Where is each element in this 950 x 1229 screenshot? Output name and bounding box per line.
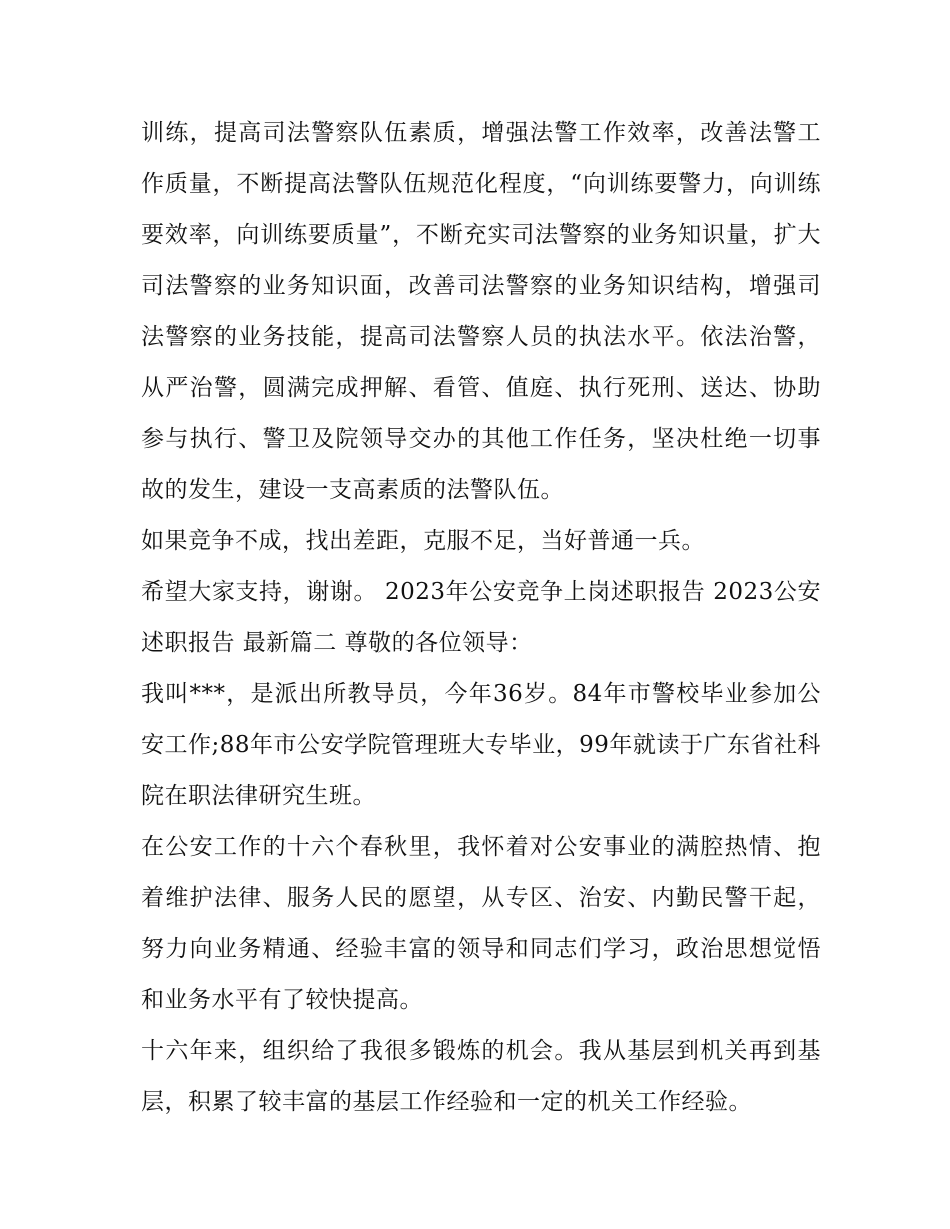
- paragraph-5: 在公安工作的十六个春秋里，我怀着对公安事业的满腔热情、抱着维护法律、服务人民的愿望，从专区、治安、内勤民警干起，努力向业务精通、经验丰富的领导和同志们学习，政治思想觉悟和业务水平有了较快提高。: [141, 834, 821, 1013]
- document-body: [141, 108, 821, 1128]
- paragraph-1: 训练，提高司法警察队伍素质，增强法警工作效率，改善法警工作质量，不断提高法警队伍规范化程度，“向训练要警力，向训练要效率，向训练要质量”，不断充实司法警察的业务知识量，扩大司法警察的业务知识面，改善司法警察的业务知识结构，增强司法警察的业务技能，提高司法警察人员的执法水平。依法治警，从严治警，圆满完成押解、看管、值庭、执行死刑、送达、协助参与执行、警卫及院领导交办的其他工作任务，坚决杜绝一切事故的发生，建设一支高素质的法警队伍。: [141, 120, 821, 503]
- paragraph-3: 希望大家支持，谢谢。 2023年公安竞争上岗述职报告 2023公安述职报告 最新篇二 尊敬的各位领导：: [141, 579, 821, 656]
- paragraph-6: 十六年来，组织给了我很多锻炼的机会。我从基层到机关再到基层，积累了较丰富的基层工作经验和一定的机关工作经验。: [141, 1038, 821, 1115]
- paragraph-4: 我叫***，是派出所教导员，今年36岁。84年市警校毕业参加公安工作;88年市公安学院管理班大专毕业，99年就读于广东省社科院在职法律研究生班。: [141, 681, 821, 809]
- paragraph-2: 如果竞争不成，找出差距，克服不足，当好普通一兵。: [141, 528, 705, 554]
